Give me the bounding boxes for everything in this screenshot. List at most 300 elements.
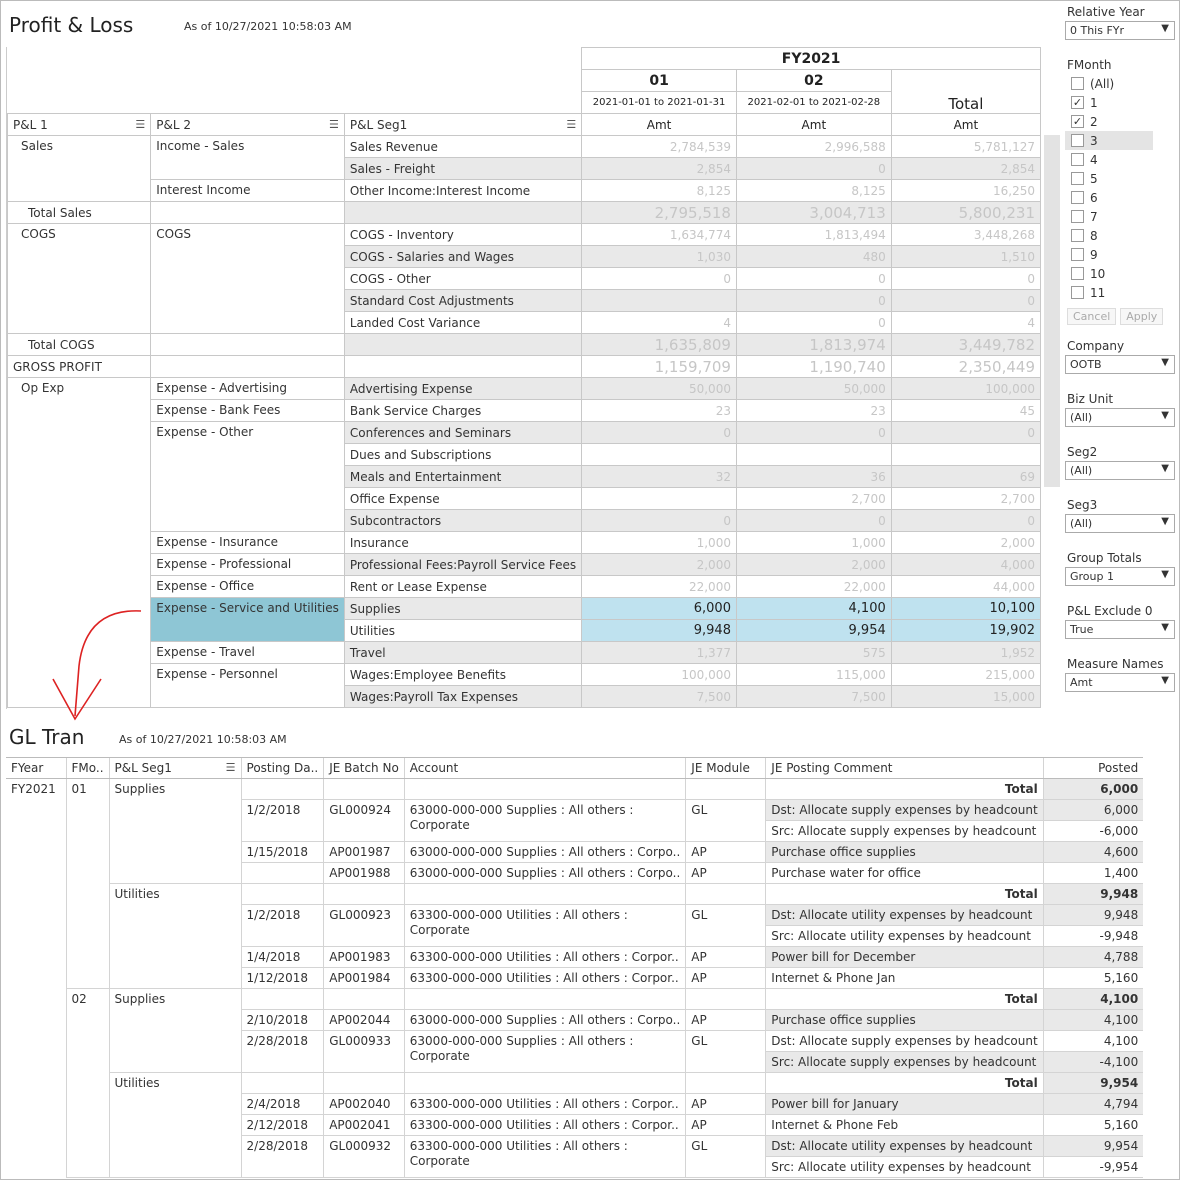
gl-header-fyear[interactable] xyxy=(6,758,66,779)
amount-cell[interactable]: 69 xyxy=(891,466,1040,488)
pl-seg1-cell[interactable]: Travel xyxy=(344,642,581,664)
pl-seg1-cell[interactable] xyxy=(344,202,581,224)
gl-posted-cell[interactable]: 9,948 xyxy=(1043,905,1143,926)
pl-seg1-cell[interactable]: Standard Cost Adjustments xyxy=(344,290,581,312)
pl2-cell[interactable]: Interest Income xyxy=(151,180,345,202)
gl-total-row[interactable] xyxy=(6,1073,1143,1094)
amount-cell[interactable]: 1,000 xyxy=(582,532,737,554)
gl-account-cell[interactable]: 63000-000-000 Supplies : All others : Corpo.. xyxy=(404,842,686,863)
gl-account-cell[interactable]: 63300-000-000 Utilities : All others : Corpor.. xyxy=(404,1094,686,1115)
amount-cell[interactable]: 2,700 xyxy=(736,488,891,510)
gl-batch-cell[interactable]: AP001988 xyxy=(324,863,405,884)
gl-posted-cell[interactable]: 4,100 xyxy=(1043,1010,1143,1031)
amount-cell[interactable]: 1,635,809 xyxy=(582,334,737,356)
pl-seg1-cell[interactable]: Utilities xyxy=(344,620,581,642)
gl-date-cell[interactable]: 1/2/2018 xyxy=(241,905,324,947)
pl2-cell[interactable]: Expense - Professional xyxy=(151,554,345,576)
pl-row[interactable] xyxy=(8,180,1041,202)
amount-cell[interactable]: 15,000 xyxy=(891,686,1040,708)
gl-module-cell[interactable] xyxy=(686,1073,766,1094)
pl1-cell[interactable]: COGS xyxy=(8,224,151,334)
pl-seg1-cell[interactable]: Supplies xyxy=(344,598,581,620)
fmonth-option[interactable] xyxy=(1065,207,1179,226)
pl1-cell[interactable]: Total Sales xyxy=(8,202,151,224)
gl-seg1-cell[interactable]: Utilities xyxy=(109,884,241,989)
amount-cell[interactable]: 50,000 xyxy=(736,378,891,400)
gl-posted-cell[interactable]: 9,954 xyxy=(1043,1136,1143,1157)
checkbox-icon[interactable]: ✓ xyxy=(1072,96,1083,109)
gl-module-cell[interactable]: GL xyxy=(686,905,766,947)
pl-seg1-cell[interactable] xyxy=(344,356,581,378)
gl-account-cell[interactable]: 63300-000-000 Utilities : All others : Corpor.. xyxy=(404,947,686,968)
amount-cell[interactable]: 2,700 xyxy=(891,488,1040,510)
gl-batch-cell[interactable] xyxy=(324,989,405,1010)
amount-cell[interactable] xyxy=(582,444,737,466)
pl-row[interactable] xyxy=(8,334,1041,356)
pl-seg1-cell[interactable]: Subcontractors xyxy=(344,510,581,532)
amount-cell[interactable]: 0 xyxy=(736,290,891,312)
amount-cell[interactable]: 1,030 xyxy=(582,246,737,268)
pl-row[interactable] xyxy=(8,224,1041,246)
pl-seg1-cell[interactable]: Dues and Subscriptions xyxy=(344,444,581,466)
gl-comment-cell[interactable]: Purchase office supplies xyxy=(766,842,1043,863)
gl-header-fmo[interactable] xyxy=(66,758,109,779)
pl-row[interactable] xyxy=(8,202,1041,224)
gl-posted-cell[interactable]: 4,788 xyxy=(1043,947,1143,968)
amount-cell[interactable]: 19,902 xyxy=(891,620,1040,642)
gl-account-cell[interactable] xyxy=(404,1073,686,1094)
pl-row[interactable] xyxy=(8,422,1041,444)
amount-cell[interactable]: 4,100 xyxy=(736,598,891,620)
gl-module-cell[interactable]: GL xyxy=(686,1136,766,1178)
amount-cell[interactable]: 3,448,268 xyxy=(891,224,1040,246)
gl-comment-cell[interactable]: Total xyxy=(766,779,1043,800)
gl-posted-cell[interactable]: 5,160 xyxy=(1043,968,1143,989)
gl-comment-cell[interactable]: Purchase office supplies xyxy=(766,1010,1043,1031)
gl-table-container[interactable] xyxy=(6,757,1143,1178)
pl2-cell[interactable] xyxy=(151,202,345,224)
pl2-cell[interactable]: COGS xyxy=(151,224,345,334)
fmonth-option[interactable] xyxy=(1065,283,1179,302)
amount-cell[interactable]: 5,800,231 xyxy=(891,202,1040,224)
amount-cell[interactable]: 1,510 xyxy=(891,246,1040,268)
amount-cell[interactable]: 1,813,494 xyxy=(736,224,891,246)
gl-account-cell[interactable]: 63000-000-000 Supplies : All others : Corpo.. xyxy=(404,863,686,884)
cancel-button[interactable]: Cancel xyxy=(1067,308,1116,325)
gl-posted-cell[interactable]: -9,948 xyxy=(1043,926,1143,947)
gl-batch-cell[interactable] xyxy=(324,779,405,800)
gl-batch-cell[interactable]: AP001984 xyxy=(324,968,405,989)
pl-row[interactable] xyxy=(8,378,1041,400)
gl-date-cell[interactable] xyxy=(241,884,324,905)
gl-header-posted[interactable] xyxy=(1043,758,1143,779)
amount-cell[interactable]: 2,854 xyxy=(891,158,1040,180)
amount-cell[interactable]: 0 xyxy=(891,510,1040,532)
gl-module-cell[interactable] xyxy=(686,989,766,1010)
amount-cell[interactable]: 0 xyxy=(891,268,1040,290)
gl-posted-cell[interactable]: -9,954 xyxy=(1043,1157,1143,1178)
checkbox-icon[interactable] xyxy=(1071,153,1084,166)
amount-cell[interactable]: 0 xyxy=(736,158,891,180)
checkbox-icon[interactable]: ✓ xyxy=(1072,115,1083,128)
amount-cell[interactable]: 4,000 xyxy=(891,554,1040,576)
gl-account-cell[interactable]: 63300-000-000 Utilities : All others : Corporate xyxy=(404,1136,686,1178)
sort-icon[interactable]: ☰ xyxy=(135,117,146,131)
amount-cell[interactable]: 100,000 xyxy=(891,378,1040,400)
gl-comment-cell[interactable]: Total xyxy=(766,989,1043,1010)
amount-cell[interactable]: 2,000 xyxy=(891,532,1040,554)
amount-cell[interactable]: 32 xyxy=(582,466,737,488)
pl1-cell[interactable]: Op Exp xyxy=(8,378,151,708)
gl-batch-cell[interactable] xyxy=(324,884,405,905)
pl-row[interactable] xyxy=(8,532,1041,554)
gl-module-cell[interactable]: GL xyxy=(686,1031,766,1073)
gl-batch-cell[interactable]: AP002040 xyxy=(324,1094,405,1115)
amount-cell[interactable]: 8,125 xyxy=(582,180,737,202)
amount-cell[interactable]: 1,952 xyxy=(891,642,1040,664)
pl2-cell[interactable]: Expense - Office xyxy=(151,576,345,598)
amount-cell[interactable]: 1,377 xyxy=(582,642,737,664)
gl-comment-cell[interactable]: Internet & Phone Jan xyxy=(766,968,1043,989)
gl-seg1-cell[interactable]: Supplies xyxy=(109,779,241,884)
amount-cell[interactable]: 0 xyxy=(582,422,737,444)
pl-row[interactable] xyxy=(8,554,1041,576)
pl-row[interactable] xyxy=(8,598,1041,620)
pl2-cell[interactable] xyxy=(151,356,345,378)
amount-cell[interactable]: 23 xyxy=(582,400,737,422)
gl-date-cell[interactable]: 2/4/2018 xyxy=(241,1094,324,1115)
gl-date-cell[interactable]: 2/28/2018 xyxy=(241,1031,324,1073)
gl-header-comment[interactable] xyxy=(766,758,1043,779)
gl-header-module[interactable] xyxy=(686,758,766,779)
amount-cell[interactable]: 0 xyxy=(891,290,1040,312)
gl-posted-cell[interactable]: 6,000 xyxy=(1043,779,1143,800)
pl-row[interactable] xyxy=(8,664,1041,686)
pl-seg1-cell[interactable]: Office Expense xyxy=(344,488,581,510)
amount-cell[interactable]: 115,000 xyxy=(736,664,891,686)
amount-cell[interactable]: 480 xyxy=(736,246,891,268)
sort-icon[interactable]: ☰ xyxy=(225,761,236,774)
amount-cell[interactable]: 5,781,127 xyxy=(891,136,1040,158)
pl-2-header[interactable] xyxy=(151,114,345,136)
pl-seg1-cell[interactable]: Wages:Payroll Tax Expenses xyxy=(344,686,581,708)
gl-posted-cell[interactable]: 9,954 xyxy=(1043,1073,1143,1094)
pl2-cell[interactable]: Expense - Advertising xyxy=(151,378,345,400)
fmonth-option[interactable] xyxy=(1065,264,1179,283)
sort-icon[interactable]: ☰ xyxy=(566,117,577,131)
pl-seg1-cell[interactable]: COGS - Other xyxy=(344,268,581,290)
pl2-cell[interactable]: Expense - Bank Fees xyxy=(151,400,345,422)
gl-batch-cell[interactable]: AP001983 xyxy=(324,947,405,968)
amount-cell[interactable]: 2,784,539 xyxy=(582,136,737,158)
gl-header-batch[interactable] xyxy=(324,758,405,779)
pl-crosstab[interactable] xyxy=(6,47,1041,709)
gl-account-cell[interactable] xyxy=(404,884,686,905)
seg2-dropdown[interactable] xyxy=(1065,461,1175,480)
gl-account-cell[interactable] xyxy=(404,779,686,800)
gl-seg1-cell[interactable]: Supplies xyxy=(109,989,241,1073)
gl-posted-cell[interactable]: 4,600 xyxy=(1043,842,1143,863)
gl-posted-cell[interactable]: -6,000 xyxy=(1043,821,1143,842)
gl-comment-cell[interactable]: Src: Allocate utility expenses by headcount xyxy=(766,1157,1043,1178)
checkbox-icon[interactable] xyxy=(1071,267,1084,280)
sort-icon[interactable]: ☰ xyxy=(329,117,339,131)
gl-account-cell[interactable]: 63300-000-000 Utilities : All others : Corpor.. xyxy=(404,968,686,989)
gl-fyear-cell[interactable]: FY2021 xyxy=(11,782,56,796)
pl-seg1-cell[interactable]: Bank Service Charges xyxy=(344,400,581,422)
checkbox-icon[interactable] xyxy=(1071,210,1084,223)
amount-cell[interactable]: 3,004,713 xyxy=(736,202,891,224)
gl-header-date[interactable] xyxy=(241,758,324,779)
relative-year-dropdown[interactable] xyxy=(1065,21,1175,40)
amount-cell[interactable]: 1,159,709 xyxy=(582,356,737,378)
gl-module-cell[interactable]: AP xyxy=(686,947,766,968)
pl-row[interactable] xyxy=(8,576,1041,598)
gl-account-cell[interactable]: 63000-000-000 Supplies : All others : Corpo.. xyxy=(404,1010,686,1031)
checkbox-icon[interactable] xyxy=(1071,134,1084,147)
gl-posted-cell[interactable]: 4,100 xyxy=(1043,989,1143,1010)
gl-date-cell[interactable]: 2/10/2018 xyxy=(241,1010,324,1031)
pl-seg1-cell[interactable]: Sales - Freight xyxy=(344,158,581,180)
gl-batch-cell[interactable]: GL000932 xyxy=(324,1136,405,1178)
pl1-cell[interactable]: GROSS PROFIT xyxy=(8,356,151,378)
pl-scrollbar[interactable] xyxy=(1044,135,1060,487)
gl-posted-cell[interactable]: -4,100 xyxy=(1043,1052,1143,1073)
gl-module-cell[interactable]: AP xyxy=(686,968,766,989)
gl-module-cell[interactable]: AP xyxy=(686,1115,766,1136)
company-dropdown[interactable] xyxy=(1065,355,1175,374)
gl-batch-cell[interactable] xyxy=(324,1073,405,1094)
pl-row[interactable] xyxy=(8,400,1041,422)
gl-posted-cell[interactable]: 4,794 xyxy=(1043,1094,1143,1115)
amount-cell[interactable]: 7,500 xyxy=(736,686,891,708)
pl-seg1-header[interactable] xyxy=(344,114,581,136)
group-totals-dropdown[interactable] xyxy=(1065,567,1175,586)
amount-cell[interactable]: 2,350,449 xyxy=(891,356,1040,378)
gl-fmo-cell[interactable]: 02 xyxy=(66,989,109,1178)
gl-account-cell[interactable]: 63000-000-000 Supplies : All others : Corporate xyxy=(404,1031,686,1073)
amount-cell[interactable]: 2,996,588 xyxy=(736,136,891,158)
gl-posted-cell[interactable]: 5,160 xyxy=(1043,1115,1143,1136)
gl-module-cell[interactable]: AP xyxy=(686,1094,766,1115)
gl-date-cell[interactable] xyxy=(241,989,324,1010)
gl-total-row[interactable] xyxy=(6,884,1143,905)
gl-module-cell[interactable] xyxy=(686,884,766,905)
amount-cell[interactable]: 0 xyxy=(891,422,1040,444)
gl-date-cell[interactable]: 1/4/2018 xyxy=(241,947,324,968)
fmonth-option[interactable] xyxy=(1065,150,1179,169)
amount-cell[interactable]: 0 xyxy=(736,312,891,334)
pl-seg1-cell[interactable] xyxy=(344,334,581,356)
fmonth-option[interactable] xyxy=(1065,245,1179,264)
amount-cell[interactable]: 6,000 xyxy=(582,598,737,620)
pl-seg1-cell[interactable]: Professional Fees:Payroll Service Fees xyxy=(344,554,581,576)
gl-posted-cell[interactable]: 1,400 xyxy=(1043,863,1143,884)
amount-cell[interactable]: 2,854 xyxy=(582,158,737,180)
amount-cell[interactable]: 36 xyxy=(736,466,891,488)
amount-cell[interactable]: 22,000 xyxy=(736,576,891,598)
gl-date-cell[interactable]: 2/28/2018 xyxy=(241,1136,324,1178)
gl-module-cell[interactable] xyxy=(686,779,766,800)
gl-batch-cell[interactable]: AP002041 xyxy=(324,1115,405,1136)
gl-posted-cell[interactable]: 9,948 xyxy=(1043,884,1143,905)
biz-unit-dropdown[interactable] xyxy=(1065,408,1175,427)
pl-seg1-cell[interactable]: Sales Revenue xyxy=(344,136,581,158)
pl1-cell[interactable]: Total COGS xyxy=(8,334,151,356)
pl1-cell[interactable]: Sales xyxy=(8,136,151,202)
gl-date-cell[interactable]: 1/2/2018 xyxy=(241,800,324,842)
gl-module-cell[interactable]: AP xyxy=(686,842,766,863)
gl-comment-cell[interactable]: Power bill for January xyxy=(766,1094,1043,1115)
gl-comment-cell[interactable]: Dst: Allocate utility expenses by headcount xyxy=(766,1136,1043,1157)
amount-cell[interactable]: 9,954 xyxy=(736,620,891,642)
gl-comment-cell[interactable]: Internet & Phone Feb xyxy=(766,1115,1043,1136)
amount-cell[interactable]: 1,190,740 xyxy=(736,356,891,378)
amount-cell[interactable]: 575 xyxy=(736,642,891,664)
amount-cell[interactable]: 0 xyxy=(582,510,737,532)
pl2-cell[interactable]: Expense - Service and Utilities xyxy=(151,598,345,642)
amount-cell[interactable]: 2,000 xyxy=(582,554,737,576)
checkbox-icon[interactable] xyxy=(1071,286,1084,299)
amount-cell[interactable] xyxy=(736,444,891,466)
fmonth-option[interactable] xyxy=(1065,226,1179,245)
fmonth-option[interactable] xyxy=(1065,169,1179,188)
pl-row[interactable] xyxy=(8,136,1041,158)
pl-seg1-cell[interactable]: Meals and Entertainment xyxy=(344,466,581,488)
gl-account-cell[interactable]: 63300-000-000 Utilities : All others : Corporate xyxy=(404,905,686,947)
pl-row[interactable] xyxy=(8,356,1041,378)
pl-seg1-cell[interactable]: Conferences and Seminars xyxy=(344,422,581,444)
gl-comment-cell[interactable]: Src: Allocate utility expenses by headcount xyxy=(766,926,1043,947)
amount-cell[interactable]: 9,948 xyxy=(582,620,737,642)
gl-date-cell[interactable] xyxy=(241,779,324,800)
fmonth-option[interactable] xyxy=(1065,131,1153,150)
pl-exclude-dropdown[interactable] xyxy=(1065,620,1175,639)
gl-date-cell[interactable] xyxy=(241,1073,324,1094)
gl-batch-cell[interactable]: GL000933 xyxy=(324,1031,405,1073)
amount-cell[interactable]: 0 xyxy=(736,268,891,290)
gl-comment-cell[interactable]: Src: Allocate supply expenses by headcount xyxy=(766,1052,1043,1073)
amount-cell[interactable]: 3,449,782 xyxy=(891,334,1040,356)
gl-posted-cell[interactable]: 6,000 xyxy=(1043,800,1143,821)
gl-comment-cell[interactable]: Total xyxy=(766,884,1043,905)
fmonth-option[interactable] xyxy=(1065,112,1179,131)
amount-cell[interactable]: 1,000 xyxy=(736,532,891,554)
gl-date-cell[interactable] xyxy=(241,863,324,884)
checkbox-icon[interactable] xyxy=(1071,229,1084,242)
amount-cell[interactable]: 215,000 xyxy=(891,664,1040,686)
amount-cell[interactable]: 10,100 xyxy=(891,598,1040,620)
fmonth-option[interactable] xyxy=(1065,93,1179,112)
gl-comment-cell[interactable]: Src: Allocate supply expenses by headcount xyxy=(766,821,1043,842)
gl-comment-cell[interactable]: Total xyxy=(766,1073,1043,1094)
pl-seg1-cell[interactable]: Other Income:Interest Income xyxy=(344,180,581,202)
fmonth-option[interactable] xyxy=(1065,74,1179,93)
gl-posted-cell[interactable]: 4,100 xyxy=(1043,1031,1143,1052)
fmonth-option[interactable] xyxy=(1065,188,1179,207)
gl-batch-cell[interactable]: GL000923 xyxy=(324,905,405,947)
checkbox-icon[interactable] xyxy=(1071,77,1084,90)
pl-seg1-cell[interactable]: Wages:Employee Benefits xyxy=(344,664,581,686)
measure-names-dropdown[interactable] xyxy=(1065,673,1175,692)
pl2-cell[interactable]: Expense - Personnel xyxy=(151,664,345,708)
amount-cell[interactable] xyxy=(582,488,737,510)
gl-batch-cell[interactable]: GL000924 xyxy=(324,800,405,842)
gl-batch-cell[interactable]: AP002044 xyxy=(324,1010,405,1031)
pl-seg1-cell[interactable]: Advertising Expense xyxy=(344,378,581,400)
amount-cell[interactable]: 0 xyxy=(736,422,891,444)
amount-cell[interactable]: 2,795,518 xyxy=(582,202,737,224)
pl2-cell[interactable]: Expense - Insurance xyxy=(151,532,345,554)
gl-comment-cell[interactable]: Purchase water for office xyxy=(766,863,1043,884)
amount-cell[interactable] xyxy=(891,444,1040,466)
apply-button[interactable]: Apply xyxy=(1120,308,1163,325)
amount-cell[interactable]: 4 xyxy=(891,312,1040,334)
gl-comment-cell[interactable]: Dst: Allocate supply expenses by headcount xyxy=(766,800,1043,821)
pl-row[interactable] xyxy=(8,642,1041,664)
seg3-dropdown[interactable] xyxy=(1065,514,1175,533)
pl-seg1-cell[interactable]: COGS - Inventory xyxy=(344,224,581,246)
gl-header-account[interactable] xyxy=(404,758,686,779)
amount-cell[interactable]: 7,500 xyxy=(582,686,737,708)
gl-comment-cell[interactable]: Power bill for December xyxy=(766,947,1043,968)
gl-fmo-cell[interactable]: 01 xyxy=(66,779,109,989)
amount-cell[interactable] xyxy=(582,290,737,312)
pl2-cell[interactable]: Expense - Travel xyxy=(151,642,345,664)
gl-account-cell[interactable] xyxy=(404,989,686,1010)
gl-header-seg1[interactable] xyxy=(109,758,241,779)
amount-cell[interactable]: 0 xyxy=(736,510,891,532)
gl-module-cell[interactable]: AP xyxy=(686,1010,766,1031)
pl-seg1-cell[interactable]: COGS - Salaries and Wages xyxy=(344,246,581,268)
gl-module-cell[interactable]: AP xyxy=(686,863,766,884)
gl-total-row[interactable] xyxy=(6,779,1143,800)
gl-date-cell[interactable]: 1/15/2018 xyxy=(241,842,324,863)
gl-comment-cell[interactable]: Dst: Allocate utility expenses by headcount xyxy=(766,905,1043,926)
amount-cell[interactable]: 50,000 xyxy=(582,378,737,400)
amount-cell[interactable]: 1,813,974 xyxy=(736,334,891,356)
gl-date-cell[interactable]: 2/12/2018 xyxy=(241,1115,324,1136)
amount-cell[interactable]: 4 xyxy=(582,312,737,334)
amount-cell[interactable]: 100,000 xyxy=(582,664,737,686)
amount-cell[interactable]: 0 xyxy=(582,268,737,290)
pl2-cell[interactable] xyxy=(151,334,345,356)
pl-seg1-cell[interactable]: Insurance xyxy=(344,532,581,554)
gl-comment-cell[interactable]: Dst: Allocate supply expenses by headcount xyxy=(766,1031,1043,1052)
checkbox-icon[interactable] xyxy=(1071,191,1084,204)
gl-account-cell[interactable]: 63300-000-000 Utilities : All others : Corpor.. xyxy=(404,1115,686,1136)
pl-seg1-cell[interactable]: Landed Cost Variance xyxy=(344,312,581,334)
pl2-cell[interactable]: Expense - Other xyxy=(151,422,345,532)
amount-cell[interactable]: 22,000 xyxy=(582,576,737,598)
gl-seg1-cell[interactable]: Utilities xyxy=(109,1073,241,1178)
pl2-cell[interactable]: Income - Sales xyxy=(151,136,345,180)
gl-date-cell[interactable]: 1/12/2018 xyxy=(241,968,324,989)
gl-account-cell[interactable]: 63000-000-000 Supplies : All others : Corporate xyxy=(404,800,686,842)
amount-cell[interactable]: 1,634,774 xyxy=(582,224,737,246)
amount-cell[interactable]: 16,250 xyxy=(891,180,1040,202)
gl-module-cell[interactable]: GL xyxy=(686,800,766,842)
amount-cell[interactable]: 8,125 xyxy=(736,180,891,202)
checkbox-icon[interactable] xyxy=(1071,172,1084,185)
amount-cell[interactable]: 2,000 xyxy=(736,554,891,576)
checkbox-icon[interactable] xyxy=(1071,248,1084,261)
gl-total-row[interactable] xyxy=(6,989,1143,1010)
amount-cell[interactable]: 23 xyxy=(736,400,891,422)
pl-seg1-cell[interactable]: Rent or Lease Expense xyxy=(344,576,581,598)
amount-cell[interactable]: 44,000 xyxy=(891,576,1040,598)
amount-cell[interactable]: 45 xyxy=(891,400,1040,422)
